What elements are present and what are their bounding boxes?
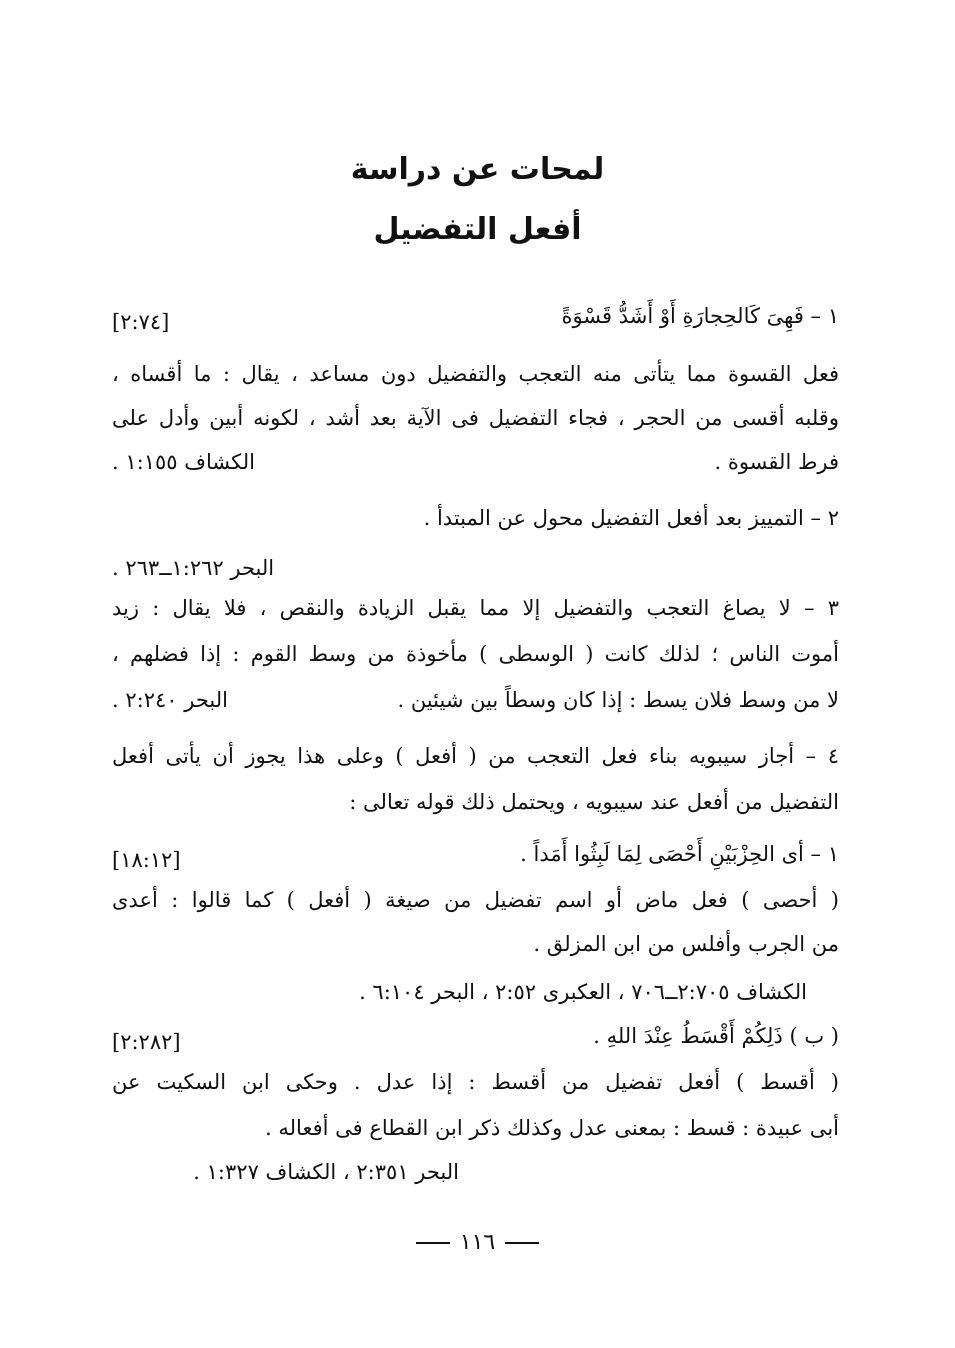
title-line-2: أفعل التفضيل (373, 212, 582, 247)
item-4-line-2: التفضيل من أفعل عند سيبويه ، ويحتمل ذلك قوله تعالى : (349, 790, 839, 814)
item-1-source: الكشاف ١:١٥٥ . (112, 450, 255, 474)
sub-b-line-1: ( أقسط ) أفعل تفضيل من أقسط : إذا عدل . وحكى ابن السكيت عن (112, 1070, 839, 1094)
sub-a-line-2: من الجرب وأفلس من ابن المزلق . (533, 932, 839, 956)
item-3-source: البحر ٢:٢٤٠ . (112, 688, 228, 712)
sub-b-verse: ( ب ) ذَلِكُمْ أَقْسَطُ عِنْدَ اللهِ . (593, 1024, 839, 1048)
item-1-line-3: فرط القسوة . (714, 450, 839, 474)
item-4-line-1: ٤ – أجاز سيبويه بناء فعل التعجب من ( أفعل ) وعلى هذا يجوز أن يأتى أفعل (112, 744, 839, 768)
page-number-value: ١١٦ (459, 1230, 496, 1255)
item-2-text: ٢ – التمييز بعد أفعل التفضيل محول عن المبتدأ . (423, 506, 839, 530)
sub-b-line-2: أبى عبيدة : قسط : بمعنى عدل وكذلك ذكر ابن القطاع فى أفعاله . (265, 1116, 839, 1140)
item-3-line-1: ٣ – لا يصاغ التعجب والتفضيل إلا مما يقبل الزيادة والنقص ، فلا يقال : زيد (112, 596, 839, 620)
sub-a-source: الكشاف ٢:٧٠٥ــ٧٠٦ ، العكبرى ٢:٥٢ ، البحر ٦:١٠٤ . (359, 980, 807, 1004)
item-2-source: البحر ١:٢٦٢ــ٢٦٣ . (112, 556, 275, 580)
page-number (0, 1230, 955, 1255)
sub-b-ref: [٢:٢٨٢] (112, 1030, 181, 1054)
item-3-line-3: لا من وسط فلان يسط : إذا كان وسطاً بين شيئين . (397, 688, 839, 712)
page-number-dash-left (416, 1242, 450, 1244)
page-number-dash-right (505, 1242, 539, 1244)
sub-b-source: البحر ٢:٣٥١ ، الكشاف ١:٣٢٧ . (193, 1160, 459, 1184)
item-1-ref: [٢:٧٤] (112, 310, 170, 334)
sub-a-verse: ١ – أى الحِزْبَيْنِ أَحْصَى لِمَا لَبِثُوا أَمَداً . (520, 842, 839, 866)
title-line-1: لمحات عن دراسة (350, 152, 605, 187)
item-1-line-2: وقلبه أقسى من الحجر ، فجاء التفضيل فى الآية بعد أشد ، لكونه أبين وأدل على (112, 406, 839, 430)
sub-a-line-1: ( أحصى ) فعل ماض أو اسم تفضيل من صيغة ( أفعل ) كما قالوا : أعدى (112, 888, 839, 912)
item-1-verse: ١ – فَهِىَ كَالحِجارَةِ أَوْ أَشَدُّ قَسْوَةً (561, 304, 839, 328)
item-3-line-2: أموت الناس ؛ لذلك كانت ( الوسطى ) مأخوذة من وسط القوم : إذا فضلهم ، (112, 642, 839, 666)
item-1-line-1: فعل القسوة مما يتأتى منه التعجب والتفضيل دون مساعد ، يقال : ما أقساه ، (112, 362, 839, 386)
sub-a-ref: [١٨:١٢] (112, 848, 181, 872)
